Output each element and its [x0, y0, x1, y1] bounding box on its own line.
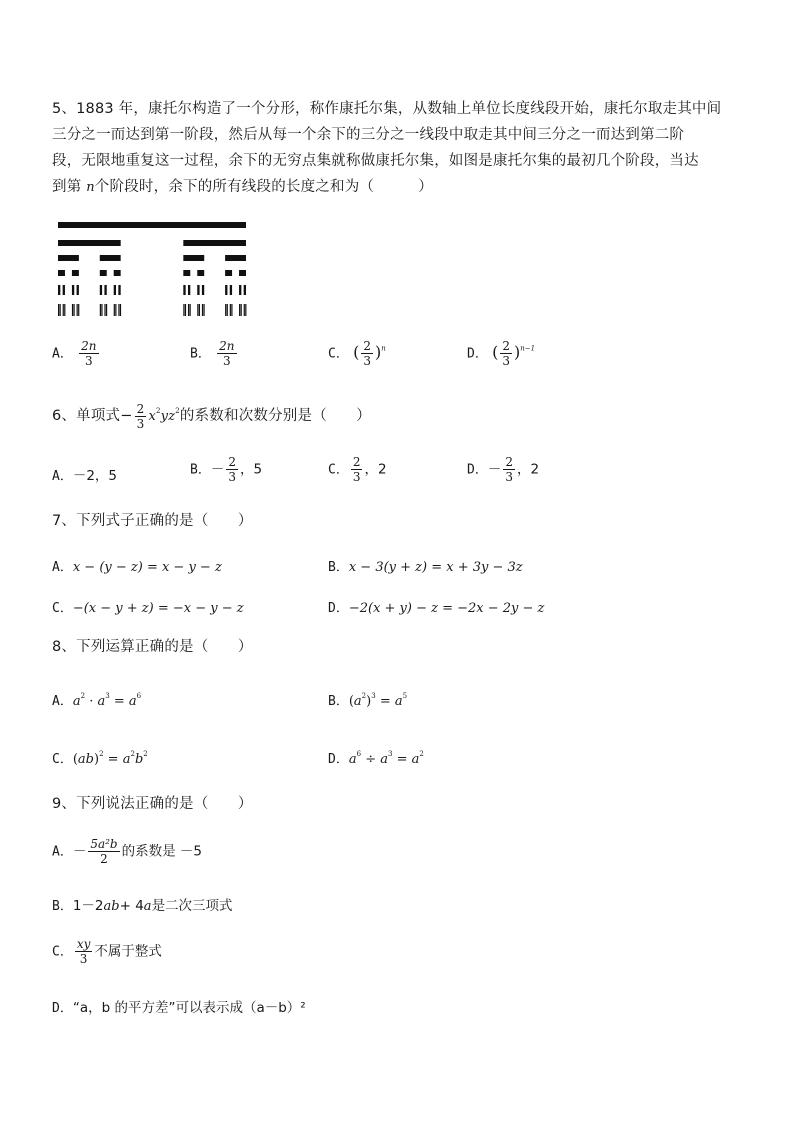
cantor-segment-stage-3 — [225, 255, 246, 261]
cantor-segment-stage-6 — [190, 304, 191, 316]
q8-option-b-label: B． — [328, 694, 349, 709]
q6-den: 3 — [136, 416, 145, 431]
cantor-segment-stage-6 — [64, 304, 65, 316]
q9-option-b[interactable] — [52, 894, 233, 914]
q8-option-d[interactable]: D．$a^6 \div a^3 = a^2$ — [328, 750, 424, 767]
q7-option-d[interactable] — [328, 597, 544, 616]
cantor-segment-stage-5 — [63, 285, 65, 295]
q9-option-d[interactable] — [52, 996, 306, 1016]
q6-option-b-label: B． — [190, 462, 211, 478]
q7-option-a-label: A． — [52, 560, 73, 575]
cantor-segment-stage-4 — [183, 270, 190, 276]
cantor-segment-stage-5 — [58, 285, 60, 295]
q7-option-c-label: C． — [52, 601, 73, 616]
q9-option-a-fraction — [88, 838, 119, 865]
q5-option-b[interactable] — [190, 340, 239, 367]
q9-stem: 9、下列说法正确的是（ ） — [52, 796, 253, 812]
q5-option-d-den: 3 — [502, 354, 511, 368]
cantor-segment-stage-6 — [202, 304, 203, 316]
q5-line-4-pre: 到第 — [52, 179, 87, 195]
q6-coefficient-fraction — [135, 403, 147, 430]
q5-option-c-den: 3 — [363, 354, 372, 368]
cantor-segment-stage-5 — [77, 285, 79, 295]
q8-option-c[interactable]: C．$(ab)^2 = a^2b^2$ — [52, 750, 148, 767]
q6-option-d[interactable] — [467, 456, 539, 483]
q5-line-2: 三分之一而达到第一阶段，然后从每一个余下的三分之一线段中取走其中间三分之一而达到第二阶 — [52, 127, 685, 143]
cantor-segment-stage-5 — [197, 285, 199, 295]
q6-option-b-den: 3 — [228, 470, 236, 484]
q6-var-x: x — [148, 409, 156, 424]
q9-option-b-a: a — [143, 899, 152, 914]
q5-option-d-num: 2 — [502, 339, 511, 353]
q5-option-c-label: C． — [328, 346, 349, 362]
cantor-segment-stage-6 — [241, 304, 242, 316]
q6-var-y: y — [160, 409, 169, 424]
cantor-set-figure — [56, 218, 252, 322]
q9-option-c-num: xy — [76, 937, 91, 951]
q6-option-d-fraction — [503, 456, 515, 483]
q6-option-b-post: ，5 — [239, 461, 263, 478]
q5-option-d-label: D． — [467, 346, 488, 362]
cantor-segment-stage-6 — [197, 304, 198, 316]
cantor-segment-stage-4 — [114, 270, 121, 276]
cantor-segment-stage-6 — [230, 304, 231, 316]
cantor-segment-stage-6 — [73, 304, 74, 316]
q5-line-4-post: 个阶段时，余下的所有线段的长度之和为（ ） — [94, 179, 433, 195]
q5-option-b-label: B． — [190, 346, 211, 362]
cantor-segment-stage-5 — [104, 285, 106, 295]
cantor-segment-stage-5 — [202, 285, 204, 295]
q5-line-3: 段，无限地重复这一过程，余下的无穷点集就称做康托尔集，如图是康托尔集的最初几个阶段，当达 — [52, 153, 699, 169]
q5-option-a[interactable] — [52, 340, 101, 367]
q9-option-d-text: “a，b 的平方差”可以表示成（a－b）² — [72, 1000, 306, 1016]
cantor-segment-stage-5 — [183, 285, 185, 295]
cantor-segment-stage-5 — [114, 285, 116, 295]
q9-option-a-num: 5a²b — [90, 837, 118, 851]
cantor-segment-stage-6 — [245, 304, 246, 316]
q9-option-b-pre: 1－2 — [72, 898, 104, 914]
q9-option-c-post: 不属于整式 — [94, 943, 162, 960]
q7-option-d-label: D． — [328, 601, 349, 616]
q9-option-c[interactable] — [52, 938, 162, 965]
q8-stem: 8、下列运算正确的是（ ） — [52, 639, 253, 655]
cantor-segment-stage-6 — [188, 304, 189, 316]
cantor-segment-stage-6 — [231, 304, 232, 316]
cantor-segment-stage-5 — [244, 285, 246, 295]
q6-num: 2 — [136, 401, 145, 416]
q5-line-1: 5、1883 年，康托尔构造了一个分形，称作康托尔集，从数轴上单位长度线段开始，康托尔取走其中间 — [52, 101, 722, 117]
cantor-segment-stage-6 — [104, 304, 105, 316]
q6-option-b-fraction — [226, 456, 238, 483]
cantor-segment-stage-6 — [185, 304, 186, 316]
q8-option-a-label: A． — [52, 694, 73, 709]
q5-option-c-exp: n — [381, 344, 386, 353]
q6-option-a-label: A． — [52, 469, 73, 484]
cantor-segment-stage-1 — [58, 222, 246, 228]
q6-option-d-sign: － — [487, 461, 502, 478]
q6-post: 的系数和次数分别是（ ） — [179, 408, 372, 424]
q6-option-d-post: ，2 — [516, 461, 540, 478]
q7-option-b-label: B． — [328, 560, 349, 575]
q5-option-a-fraction — [79, 340, 98, 367]
cantor-segment-stage-6 — [115, 304, 116, 316]
cantor-segment-stage-6 — [60, 304, 61, 316]
cantor-segment-stage-4 — [72, 270, 79, 276]
q9-option-b-label: B． — [52, 899, 73, 914]
cantor-segment-stage-6 — [58, 304, 59, 316]
q6-pre: 6、单项式 — [52, 408, 121, 424]
q5-option-d[interactable]: D． ( $\frac{2}{3}$ )$^{n-1}$ — [467, 339, 536, 368]
cantor-segment-stage-4 — [239, 270, 246, 276]
cantor-segment-stage-6 — [106, 304, 107, 316]
cantor-segment-stage-4 — [197, 270, 204, 276]
q6-option-d-den: 3 — [505, 470, 513, 484]
q6-option-d-label: D． — [467, 462, 488, 478]
cantor-segment-stage-3 — [183, 255, 204, 261]
q6-option-c[interactable] — [328, 456, 387, 483]
cantor-segment-stage-6 — [227, 304, 228, 316]
q9-option-d-label: D． — [52, 1001, 73, 1016]
cantor-segment-stage-6 — [183, 304, 184, 316]
q5-option-a-label: A． — [52, 346, 73, 362]
cantor-segment-stage-6 — [100, 304, 101, 316]
q5-option-c[interactable]: C． ( $\frac{2}{3}$ )$^n$ — [328, 339, 386, 368]
q5-option-d-exp: n−1 — [520, 344, 536, 353]
q5-option-b-den: 3 — [222, 354, 231, 368]
q6-option-b[interactable] — [190, 456, 262, 483]
q5-option-a-num: 2n — [81, 339, 97, 353]
q7-option-d-expr: −2(x + y) − z = −2x − 2y − z — [348, 601, 545, 616]
cantor-segment-stage-6 — [78, 304, 79, 316]
cantor-segment-stage-5 — [188, 285, 190, 295]
q5-option-b-fraction — [217, 340, 236, 367]
q5-option-c-fraction — [361, 340, 373, 367]
cantor-segment-stage-2 — [58, 240, 121, 246]
q6-stem — [52, 398, 371, 430]
q5-option-c-num: 2 — [363, 339, 372, 353]
q5-var-n: n — [86, 180, 95, 195]
q6-option-d-num: 2 — [505, 455, 513, 469]
q6-option-b-num: 2 — [228, 455, 236, 469]
q8-option-b[interactable]: B．$(a^2)^3 = a^5$ — [328, 692, 408, 709]
q7-option-a-expr: x − (y − z) = x − y − z — [72, 560, 222, 575]
cantor-segment-stage-3 — [100, 255, 121, 261]
cantor-segment-stage-5 — [100, 285, 102, 295]
q8-option-a[interactable]: A．$a^2 \cdot a^3 = a^6$ — [52, 692, 142, 709]
cantor-segment-stage-3 — [58, 255, 79, 261]
cantor-segment-stage-4 — [100, 270, 107, 276]
cantor-segment-stage-6 — [114, 304, 115, 316]
cantor-segment-stage-5 — [118, 285, 120, 295]
cantor-segment-stage-5 — [230, 285, 232, 295]
cantor-segment-stage-6 — [239, 304, 240, 316]
q9-option-c-fraction — [75, 938, 93, 965]
cantor-segment-stage-6 — [77, 304, 78, 316]
q5-line-4 — [52, 174, 433, 201]
q7-option-b[interactable] — [328, 556, 523, 575]
cantor-segment-stage-6 — [225, 304, 226, 316]
cantor-segment-stage-6 — [63, 304, 64, 316]
q6-option-a-text: －2，5 — [72, 468, 118, 484]
q6-sign: − — [120, 408, 133, 424]
q8-option-d-label: D． — [328, 752, 349, 767]
q6-exp-x: 2 — [155, 407, 161, 415]
q5-option-a-den: 3 — [84, 354, 93, 368]
cantor-segment-stage-5 — [225, 285, 227, 295]
q5-option-d-fraction — [500, 340, 512, 367]
cantor-segment-stage-4 — [225, 270, 232, 276]
q9-option-c-label: C． — [52, 944, 73, 960]
q9-option-a-label: A． — [52, 844, 73, 860]
cantor-segment-stage-6 — [244, 304, 245, 316]
cantor-segment-stage-6 — [120, 304, 121, 316]
q6-option-c-label: C． — [328, 462, 349, 478]
q9-option-a[interactable] — [52, 838, 202, 865]
q6-option-a[interactable] — [52, 464, 117, 484]
cantor-segment-stage-6 — [72, 304, 73, 316]
q9-option-b-post: 是二次三项式 — [151, 898, 233, 914]
q6-exp-z: 2 — [175, 407, 180, 415]
q9-option-a-den: 2 — [100, 852, 108, 866]
cantor-segment-stage-6 — [101, 304, 102, 316]
q9-option-a-post: 的系数是 －5 — [121, 843, 202, 860]
cantor-segment-stage-6 — [118, 304, 119, 316]
cantor-segment-stage-4 — [58, 270, 65, 276]
q6-option-c-fraction — [351, 456, 363, 483]
q6-option-b-sign: － — [210, 461, 225, 478]
q6-option-c-den: 3 — [352, 470, 361, 484]
cantor-segment-stage-6 — [199, 304, 200, 316]
q7-option-b-expr: x − 3(y + z) = x + 3y − 3z — [348, 560, 523, 575]
q9-option-b-mid: + 4 — [119, 898, 144, 914]
cantor-segment-stage-6 — [203, 304, 204, 316]
q8-option-c-label: C． — [52, 752, 73, 767]
q9-option-b-ab: ab — [103, 899, 120, 914]
q6-var-z: z — [168, 409, 176, 424]
q6-option-c-post: ，2 — [364, 461, 387, 478]
q7-option-a[interactable] — [52, 556, 222, 575]
q7-stem: 7、下列式子正确的是（ ） — [52, 513, 253, 529]
cantor-segment-stage-5 — [72, 285, 74, 295]
q7-option-c[interactable] — [52, 597, 244, 616]
q7-option-c-expr: −(x − y + z) = −x − y − z — [72, 601, 244, 616]
cantor-segment-stage-2 — [183, 240, 246, 246]
q6-option-c-num: 2 — [352, 455, 361, 469]
q5-option-b-num: 2n — [219, 339, 235, 353]
q9-option-c-den: 3 — [79, 952, 88, 966]
q9-option-a-sign: － — [72, 843, 87, 860]
cantor-segment-stage-5 — [239, 285, 241, 295]
